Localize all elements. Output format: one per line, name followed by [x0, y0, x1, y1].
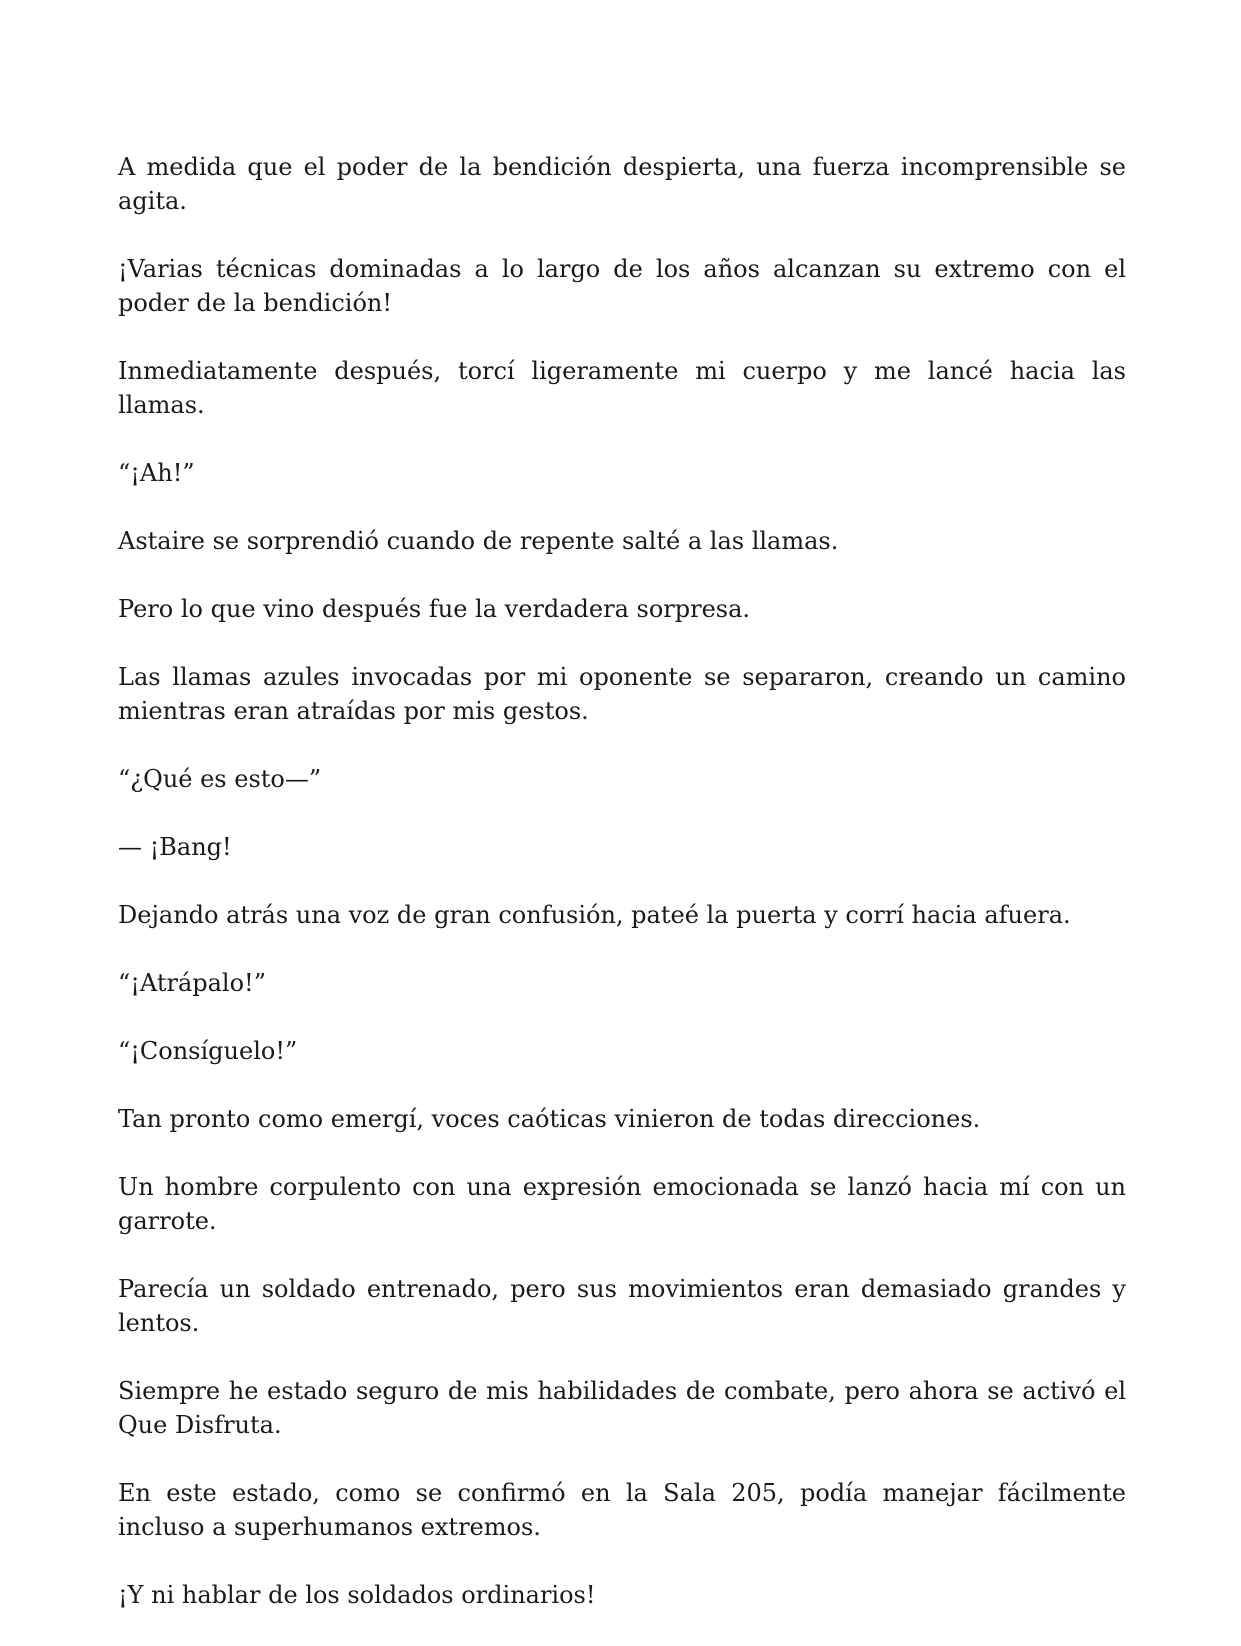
paragraph: “¡Consíguelo!” — [118, 1037, 298, 1065]
paragraph: “¡Ah!” — [118, 459, 195, 487]
paragraph: Dejando atrás una voz de gran confusión, pateé la puerta y corrí hacia afuera. — [118, 901, 1071, 929]
paragraph: ¡Y ni hablar de los soldados ordinarios! — [118, 1581, 596, 1609]
paragraph: Inmediatamente después, torcí ligeramente mi cuerpo y me lancé hacia las llamas. — [118, 357, 1126, 419]
paragraph: “¡Atrápalo!” — [118, 969, 266, 997]
paragraph: Tan pronto como emergí, voces caóticas vinieron de todas direcciones. — [118, 1105, 981, 1133]
paragraph: Un hombre corpulento con una expresión emocionada se lanzó hacia mí con un garrote. — [118, 1173, 1126, 1235]
paragraph: Siempre he estado seguro de mis habilidades de combate, pero ahora se activó el Que Disfruta. — [118, 1377, 1126, 1439]
paragraph: En este estado, como se confirmó en la Sala 205, podía manejar fácilmente incluso a superhumanos extremos. — [118, 1479, 1126, 1541]
paragraph: Astaire se sorprendió cuando de repente salté a las llamas. — [118, 527, 839, 555]
paragraph: Parecía un soldado entrenado, pero sus movimientos eran demasiado grandes y lentos. — [118, 1275, 1126, 1337]
paragraph: — ¡Bang! — [118, 833, 232, 861]
paragraph: Pero lo que vino después fue la verdadera sorpresa. — [118, 595, 751, 623]
paragraph: Las llamas azules invocadas por mi oponente se separaron, creando un camino mientras eran atraídas por mis gestos. — [118, 663, 1126, 725]
paragraph: “¿Qué es esto—” — [118, 765, 322, 793]
paragraph: A medida que el poder de la bendición despierta, una fuerza incomprensible se agita. — [118, 153, 1126, 215]
document-body — [118, 150, 1126, 1646]
paragraph: ¡Varias técnicas dominadas a lo largo de los años alcanzan su extremo con el poder de la bendición! — [118, 255, 1126, 317]
